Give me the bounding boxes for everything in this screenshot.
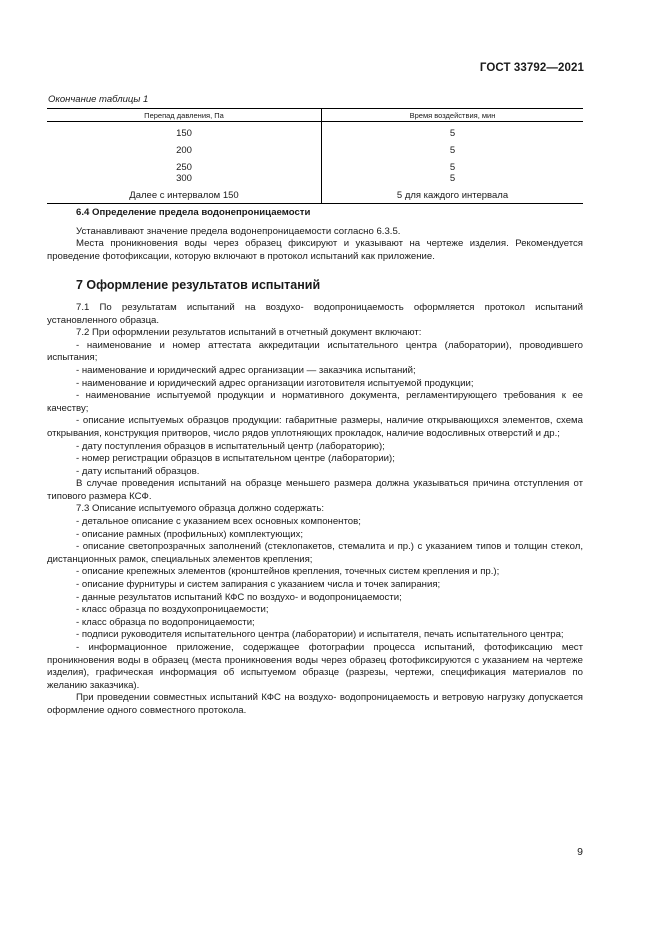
- table-row: [47, 122, 583, 140]
- list-item: - наименование и юридический адрес организации изготовителя испытуемой продукции;: [76, 377, 474, 389]
- pressure-table: [47, 108, 583, 204]
- list-item: - описание фурнитуры и систем запирания с указанием числа и точек запирания;: [76, 579, 441, 591]
- table-cell: 200: [47, 139, 322, 156]
- table-row: [47, 139, 583, 156]
- list-item: - информационное приложение, содержащее фотографии процесса испытаний, фотофиксацию мест проникновения воды в образец (места проникновения воды через образец фотофиксируются с указанием на чертеже изделия), графическая информация об испытуемом образце (разрезы, чертежи, спецификация материалов по желанию заказчика).: [47, 642, 583, 691]
- section-heading-7: 7 Оформление результатов испытаний: [76, 278, 321, 293]
- paragraph: В случае проведения испытаний на образце меньшего размера должна указываться причина отступления от типового размера КСФ.: [47, 478, 583, 502]
- list-item: - данные результатов испытаний КФС по воздухо- и водопроницаемости;: [76, 591, 402, 603]
- list-item: - дату поступления образцов в испытательный центр (лабораторию);: [76, 440, 385, 452]
- table-cell: Далее с интервалом 150: [47, 184, 322, 204]
- table-cell: 5: [449, 128, 456, 139]
- list-item: - номер регистрации образцов в испытательном центре (лаборатории);: [76, 453, 395, 465]
- table-cell: 150: [47, 122, 322, 140]
- table-caption: Окончание таблицы 1: [48, 94, 149, 105]
- paragraph: 7.2 При оформлении результатов испытаний в отчетный документ включают:: [76, 327, 422, 339]
- list-item: - описание светопрозрачных заполнений (стеклопакетов, стемалита и пр.) с указанием типов и толщин стекол, дистанционных рамок, специальных элементов крепления;: [47, 541, 583, 565]
- list-item: - детальное описание с указанием всех основных компонентов;: [76, 516, 361, 528]
- table-row: [47, 156, 583, 173]
- table-cell: 5 для каждого интервала: [322, 184, 584, 204]
- paragraph: 7.3 Описание испытуемого образца должно содержать:: [76, 503, 325, 515]
- document-code: ГОСТ 33792—2021: [479, 62, 584, 74]
- table-cell: 300: [47, 173, 322, 184]
- list-item: - описание рамных (профильных) комплектующих;: [76, 528, 304, 540]
- paragraph: Места проникновения воды через образец фиксируют и указывают на чертеже изделия. Рекомендуется проведение фотофиксации, которую включают в протокол испытаний как приложение.: [47, 238, 583, 262]
- list-item: - наименование и юридический адрес организации — заказчика испытаний;: [76, 364, 416, 376]
- table-row: [47, 173, 583, 184]
- list-item: - наименование и номер аттестата аккредитации испытательного центра (лаборатории), проводившего испытания;: [47, 339, 583, 364]
- table-cell: 5: [449, 173, 456, 184]
- table-header-row: [47, 109, 583, 122]
- table-cell: 5: [449, 162, 456, 173]
- list-item: - класс образца по водопроницаемости;: [76, 616, 255, 628]
- table-row: [47, 184, 583, 204]
- table-cell: 250: [47, 156, 322, 173]
- column-header-duration: Время воздействия, мин: [322, 109, 584, 122]
- paragraph: 7.1 По результатам испытаний на воздухо- водопроницаемость оформляется протокол испытаний установленного образца.: [47, 301, 583, 326]
- list-item: - класс образца по воздухопроницаемости;: [76, 604, 269, 616]
- list-item: - дату испытаний образцов.: [76, 465, 200, 477]
- paragraph: Устанавливают значение предела водонепроницаемости согласно 6.3.5.: [76, 225, 401, 237]
- list-item: - подписи руководителя испытательного центра (лаборатории) и испытателя, печать испытательного центра;: [76, 629, 564, 641]
- list-item: - описание крепежных элементов (кронштейнов крепления, точечных систем крепления и пр.);: [76, 566, 500, 578]
- column-header-pressure: Перепад давления, Па: [47, 109, 322, 122]
- list-item: - описание испытуемых образцов продукции: габаритные размеры, наличие открывающихся элементов, схема открывания, конструкция притворов, число рядов уплотняющих прокладок, наличие водосливных отверстий и др.;: [47, 415, 583, 439]
- table-cell: 5: [449, 145, 456, 156]
- list-item: - наименование испытуемой продукции и нормативного документа, регламентирующего требования к ее качеству;: [47, 390, 583, 414]
- section-heading-6-4: 6.4 Определение предела водонепроницаемости: [76, 207, 311, 218]
- paragraph: При проведении совместных испытаний КФС на воздухо- водопроницаемость и ветровую нагрузку допускается оформление одного совместного протокола.: [47, 692, 583, 716]
- page-number: 9: [577, 846, 583, 858]
- document-body: [47, 207, 583, 718]
